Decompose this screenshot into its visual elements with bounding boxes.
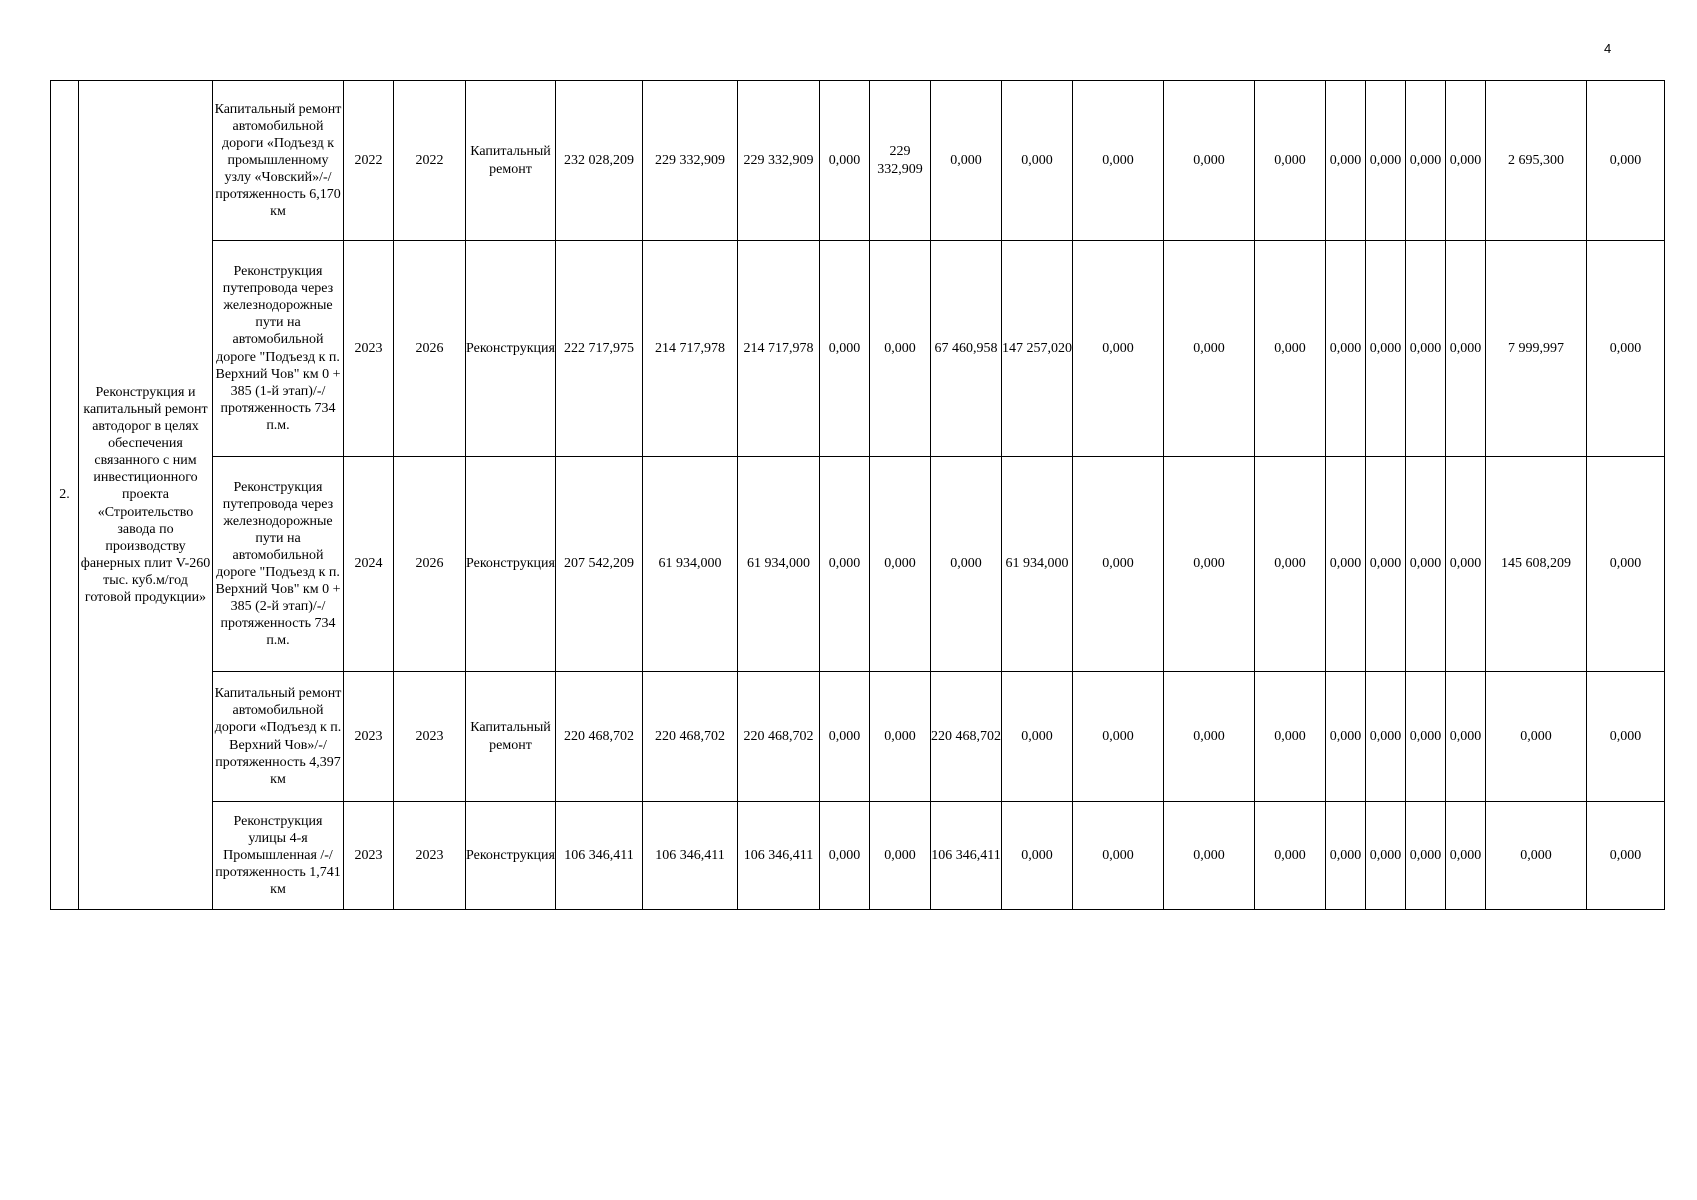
table-row <box>51 802 1665 910</box>
amount-cell: 0,000 <box>1486 672 1587 802</box>
amount-cell: 0,000 <box>1406 672 1446 802</box>
end-year: 2023 <box>394 672 466 802</box>
page-number: 4 <box>1604 41 1612 56</box>
amount-cell: 0,000 <box>870 241 931 457</box>
amount-cell: 229 332,909 <box>738 81 820 241</box>
amount-cell: 0,000 <box>1073 457 1164 672</box>
amount-cell: 220 468,702 <box>643 672 738 802</box>
amount-cell: 106 346,411 <box>556 802 643 910</box>
start-year: 2022 <box>344 81 394 241</box>
table-row <box>51 241 1665 457</box>
amount-cell: 0,000 <box>1366 81 1406 241</box>
investment-projects-table <box>50 80 1665 910</box>
amount-cell: 0,000 <box>1366 802 1406 910</box>
amount-cell: 229 332,909 <box>643 81 738 241</box>
object-name: Реконструкция улицы 4-я Промышленная /-/протяженность 1,741 км <box>213 802 344 910</box>
amount-cell: 0,000 <box>1164 241 1255 457</box>
amount-cell: 0,000 <box>1366 241 1406 457</box>
amount-cell: 0,000 <box>1164 81 1255 241</box>
amount-cell: 106 346,411 <box>738 802 820 910</box>
table-row <box>51 672 1665 802</box>
object-name: Капитальный ремонт автомобильной дороги «Подъезд к п. Верхний Чов»/-/протяженность 4,397 км <box>213 672 344 802</box>
object-name: Реконструкция путепровода через железнодорожные пути на автомобильной дороге "Подъезд к п. Верхний Чов" км 0 + 385 (2-й этап)/-/протяженность 734 п.м. <box>213 457 344 672</box>
table-row <box>51 457 1665 672</box>
amount-cell: 0,000 <box>1326 81 1366 241</box>
work-type: Реконструкция <box>466 802 556 910</box>
amount-cell: 0,000 <box>1446 802 1486 910</box>
amount-cell: 0,000 <box>1587 802 1665 910</box>
amount-cell: 0,000 <box>1255 457 1326 672</box>
amount-cell: 0,000 <box>1587 81 1665 241</box>
amount-cell: 0,000 <box>820 672 870 802</box>
work-type: Реконструкция <box>466 241 556 457</box>
amount-cell: 0,000 <box>1002 81 1073 241</box>
amount-cell: 0,000 <box>820 81 870 241</box>
amount-cell: 0,000 <box>1587 241 1665 457</box>
amount-cell: 0,000 <box>1164 457 1255 672</box>
start-year: 2023 <box>344 802 394 910</box>
amount-cell: 0,000 <box>1446 672 1486 802</box>
amount-cell: 0,000 <box>1255 802 1326 910</box>
work-type: Капитальный ремонт <box>466 81 556 241</box>
amount-cell: 7 999,997 <box>1486 241 1587 457</box>
amount-cell: 214 717,978 <box>643 241 738 457</box>
amount-cell: 0,000 <box>1164 672 1255 802</box>
amount-cell: 207 542,209 <box>556 457 643 672</box>
amount-cell: 232 028,209 <box>556 81 643 241</box>
amount-cell: 0,000 <box>1406 241 1446 457</box>
amount-cell: 0,000 <box>1255 672 1326 802</box>
amount-cell: 0,000 <box>1164 802 1255 910</box>
amount-cell: 0,000 <box>820 241 870 457</box>
amount-cell: 147 257,020 <box>1002 241 1073 457</box>
amount-cell: 0,000 <box>1366 672 1406 802</box>
amount-cell: 0,000 <box>1406 457 1446 672</box>
amount-cell: 67 460,958 <box>931 241 1002 457</box>
end-year: 2022 <box>394 81 466 241</box>
amount-cell: 0,000 <box>1587 457 1665 672</box>
amount-cell: 220 468,702 <box>931 672 1002 802</box>
amount-cell: 0,000 <box>1446 241 1486 457</box>
amount-cell: 106 346,411 <box>931 802 1002 910</box>
section-number: 2. <box>51 81 79 910</box>
amount-cell: 0,000 <box>1326 241 1366 457</box>
amount-cell: 229 332,909 <box>870 81 931 241</box>
amount-cell: 0,000 <box>1002 672 1073 802</box>
object-name: Капитальный ремонт автомобильной дороги «Подъезд к промышленному узлу «Човский»/-/протяженность 6,170 км <box>213 81 344 241</box>
amount-cell: 0,000 <box>820 457 870 672</box>
amount-cell: 0,000 <box>870 457 931 672</box>
amount-cell: 0,000 <box>1002 802 1073 910</box>
amount-cell: 0,000 <box>1073 81 1164 241</box>
end-year: 2026 <box>394 241 466 457</box>
start-year: 2023 <box>344 241 394 457</box>
amount-cell: 220 468,702 <box>738 672 820 802</box>
amount-cell: 0,000 <box>931 457 1002 672</box>
object-name: Реконструкция путепровода через железнодорожные пути на автомобильной дороге "Подъезд к п. Верхний Чов" км 0 + 385 (1-й этап)/-/протяженность 734 п.м. <box>213 241 344 457</box>
work-type: Реконструкция <box>466 457 556 672</box>
amount-cell: 214 717,978 <box>738 241 820 457</box>
amount-cell: 0,000 <box>1326 672 1366 802</box>
amount-cell: 0,000 <box>1326 802 1366 910</box>
amount-cell: 222 717,975 <box>556 241 643 457</box>
table-row <box>51 81 1665 241</box>
amount-cell: 0,000 <box>1255 241 1326 457</box>
amount-cell: 0,000 <box>820 802 870 910</box>
amount-cell: 61 934,000 <box>643 457 738 672</box>
amount-cell: 0,000 <box>1406 802 1446 910</box>
amount-cell: 0,000 <box>1326 457 1366 672</box>
amount-cell: 61 934,000 <box>738 457 820 672</box>
amount-cell: 0,000 <box>870 802 931 910</box>
amount-cell: 220 468,702 <box>556 672 643 802</box>
end-year: 2023 <box>394 802 466 910</box>
start-year: 2023 <box>344 672 394 802</box>
amount-cell: 0,000 <box>1255 81 1326 241</box>
amount-cell: 0,000 <box>931 81 1002 241</box>
amount-cell: 0,000 <box>1446 81 1486 241</box>
amount-cell: 0,000 <box>1073 241 1164 457</box>
amount-cell: 0,000 <box>1587 672 1665 802</box>
amount-cell: 0,000 <box>1406 81 1446 241</box>
amount-cell: 0,000 <box>870 672 931 802</box>
start-year: 2024 <box>344 457 394 672</box>
amount-cell: 0,000 <box>1486 802 1587 910</box>
end-year: 2026 <box>394 457 466 672</box>
amount-cell: 0,000 <box>1073 802 1164 910</box>
amount-cell: 106 346,411 <box>643 802 738 910</box>
amount-cell: 0,000 <box>1073 672 1164 802</box>
amount-cell: 0,000 <box>1366 457 1406 672</box>
amount-cell: 61 934,000 <box>1002 457 1073 672</box>
amount-cell: 0,000 <box>1446 457 1486 672</box>
work-type: Капитальный ремонт <box>466 672 556 802</box>
amount-cell: 145 608,209 <box>1486 457 1587 672</box>
amount-cell: 2 695,300 <box>1486 81 1587 241</box>
section-title: Реконструкция и капитальный ремонт автодорог в целях обеспечения связанного с ним инвестиционного проекта «Строительство завода по производству фанерных плит V-260 тыс. куб.м/год готовой продукции» <box>79 81 213 910</box>
